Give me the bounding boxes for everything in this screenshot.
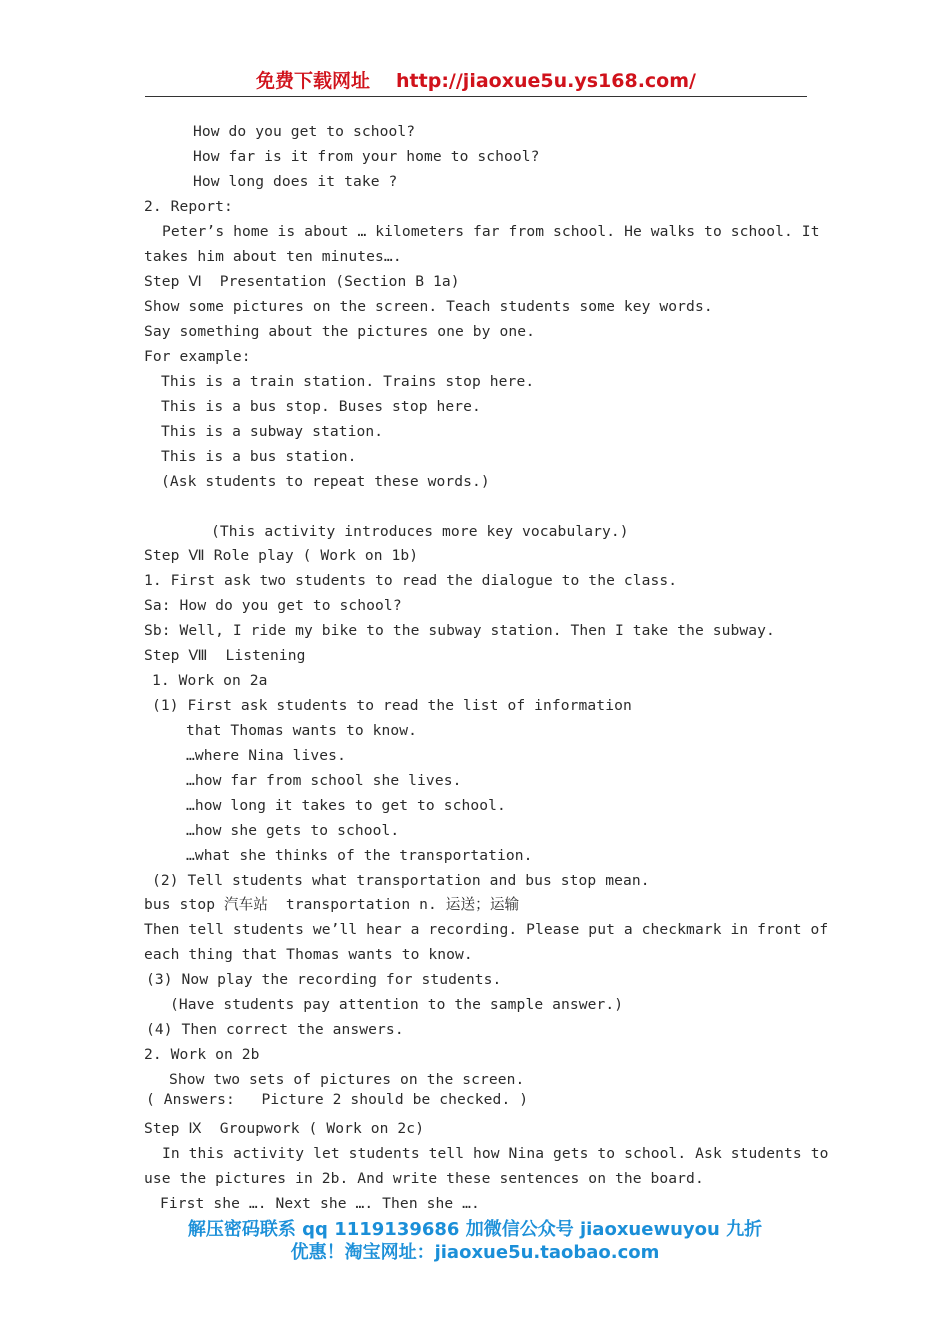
text-line: (3) Now play the recording for students. (146, 971, 502, 988)
header-label: 免费下载网址 (256, 70, 371, 92)
text-line: that Thomas wants to know. (186, 722, 418, 739)
text-line: 1. First ask two students to read the dialogue to the class. (144, 572, 678, 589)
text-line: This is a train station. Trains stop here. (161, 373, 535, 390)
text-line: How far is it from your home to school? (193, 148, 540, 165)
text-line: This is a subway station. (161, 423, 384, 440)
text-line: How long does it take ? (193, 173, 398, 190)
text-line: 2. Report: (144, 198, 233, 215)
text-line: This is a bus stop. Buses stop here. (161, 398, 481, 415)
text-line: (4) Then correct the answers. (146, 1021, 404, 1038)
list-item: …how far from school she lives. (186, 772, 462, 789)
section-heading: Step Ⅶ Role play ( Work on 1b) (144, 547, 419, 564)
footer-line-2: 优惠！淘宝网址：jiaoxue5u.taobao.com (290, 1242, 660, 1263)
text-line: For example: (144, 348, 251, 365)
list-item: …what she thinks of the transportation. (186, 847, 533, 864)
text-line: each thing that Thomas wants to know. (144, 946, 473, 963)
text-line: Say something about the pictures one by one. (144, 323, 535, 340)
text-line: How do you get to school? (193, 123, 416, 140)
text-line: (Have students pay attention to the sample answer.) (170, 996, 624, 1013)
list-item: …how she gets to school. (186, 822, 400, 839)
text-line: (1) First ask students to read the list of information (152, 697, 632, 714)
text-line: (2) Tell students what transportation and bus stop mean. (152, 872, 650, 889)
text-line: (This activity introduces more key vocabulary.) (211, 523, 629, 540)
text-line: ( Answers: Picture 2 should be checked. ) (146, 1091, 529, 1108)
section-heading: Step Ⅷ Listening (144, 647, 306, 664)
header-url[interactable]: http://jiaoxue5u.ys168.com/ (396, 70, 696, 92)
section-heading: Step Ⅸ Groupwork ( Work on 2c) (144, 1120, 425, 1137)
text-line: Peter’s home is about … kilometers far from school. He walks to school. It (162, 223, 820, 240)
footer-line-1: 解压密码联系 qq 1119139686 加微信公众号 jiaoxuewuyou 九折 (187, 1219, 763, 1240)
list-item: …where Nina lives. (186, 747, 346, 764)
text-line: In this activity let students tell how Nina gets to school. Ask students to (162, 1145, 829, 1162)
text-line: 2. Work on 2b (144, 1046, 260, 1063)
page-header (145, 66, 807, 97)
text-line: This is a bus station. (161, 448, 357, 465)
text-line: Sb: Well, I ride my bike to the subway station. Then I take the subway. (144, 622, 775, 639)
list-item: …how long it takes to get to school. (186, 797, 506, 814)
text-line: use the pictures in 2b. And write these sentences on the board. (144, 1170, 704, 1187)
text-line: bus stop 汽车站 transportation n. 运送；运输 (144, 896, 520, 913)
text-line: Sa: How do you get to school? (144, 597, 402, 614)
text-line: Show two sets of pictures on the screen. (169, 1071, 525, 1088)
text-line: (Ask students to repeat these words.) (161, 473, 490, 490)
text-line: Show some pictures on the screen. Teach students some key words. (144, 298, 713, 315)
text-line: First she …. Next she …. Then she …. (160, 1195, 480, 1212)
text-line: 1. Work on 2a (152, 672, 268, 689)
section-heading: Step Ⅵ Presentation (Section B 1a) (144, 273, 460, 290)
text-line: Then tell students we’ll hear a recording. Please put a checkmark in front of (144, 921, 829, 938)
text-line: takes him about ten minutes…. (144, 248, 402, 265)
